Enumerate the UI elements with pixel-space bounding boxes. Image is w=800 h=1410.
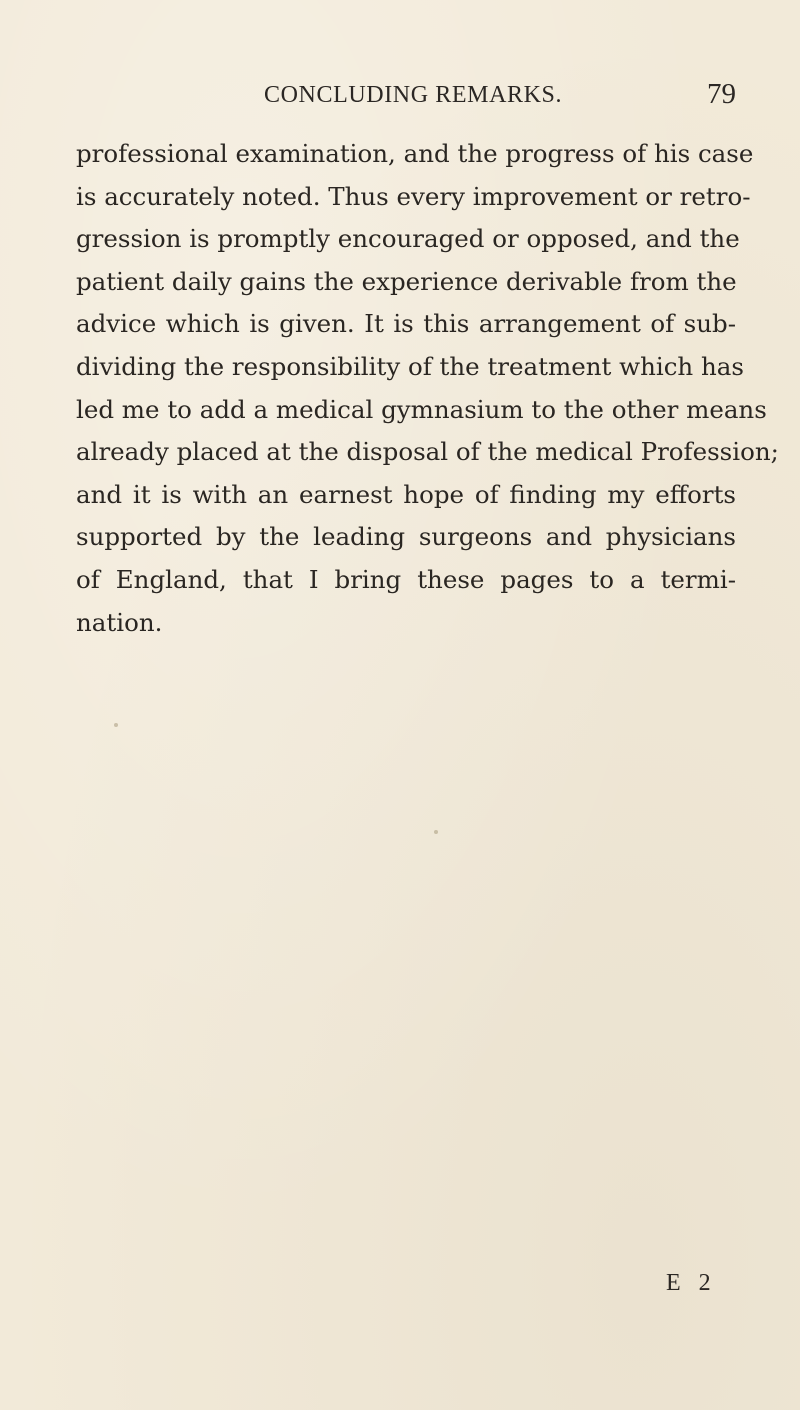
paper-speck xyxy=(114,723,118,727)
text-line: already placed at the disposal of the medical Profession; xyxy=(76,437,779,467)
running-head-title: CONCLUDING REMARKS. xyxy=(264,82,563,108)
page-number: 79 xyxy=(707,78,736,110)
running-head xyxy=(0,78,800,118)
text-line: professional examination, and the progress of his case xyxy=(76,139,754,168)
paper-speck xyxy=(434,830,438,834)
text-line: gression is promptly encouraged or opposed, and the xyxy=(76,224,740,254)
text-line: dividing the responsibility of the treatment which has xyxy=(76,351,744,381)
body-paragraph xyxy=(76,133,779,644)
text-line: supported by the leading surgeons and physicians xyxy=(76,522,736,552)
text-line: patient daily gains the experience derivable from the xyxy=(76,266,737,296)
text-line: of England, that I bring these pages to a termi- xyxy=(76,564,736,594)
text-line: led me to add a medical gymnasium to the other means xyxy=(76,394,767,424)
text-line-last: nation. xyxy=(76,607,163,637)
text-line: is accurately noted. Thus every improvement or retro- xyxy=(76,181,751,211)
text-line: advice which is given. It is this arrangement of sub- xyxy=(76,309,736,339)
signature-mark: E 2 xyxy=(666,1270,717,1296)
text-line: and it is with an earnest hope of finding my efforts xyxy=(76,479,736,509)
